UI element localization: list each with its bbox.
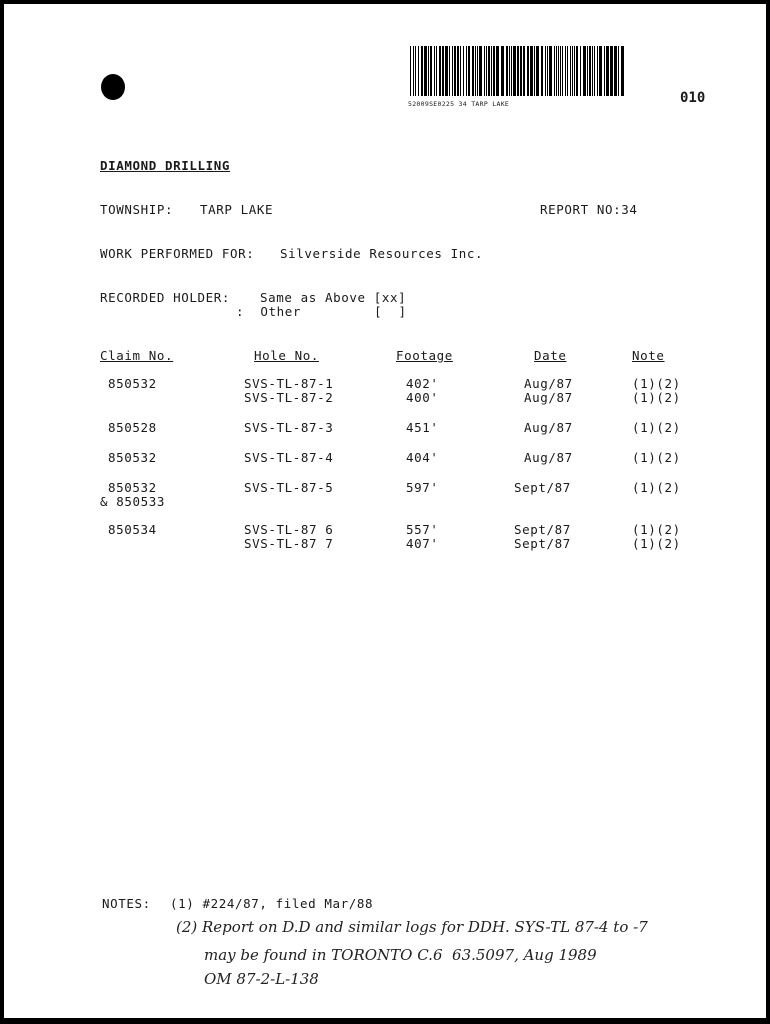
table-cell-date: Sept/87 [514, 522, 571, 537]
recorded-holder-label: RECORDED HOLDER: [100, 290, 231, 305]
table-cell-claim: 850532 [108, 376, 157, 391]
note-2-line-3: OM 87-2-L-138 [204, 970, 319, 988]
table-cell-footage: 451' [406, 420, 439, 435]
col-header-claim: Claim No. [100, 348, 174, 363]
table-cell-hole: SVS-TL-87-1 [244, 376, 334, 391]
scan-edge-mark [0, 80, 2, 106]
scan-edge-mark [0, 706, 2, 716]
scan-edge-mark [0, 800, 2, 818]
table-cell-footage: 407' [406, 536, 439, 551]
table-cell-hole: SVS-TL-87-3 [244, 420, 334, 435]
punch-hole [101, 74, 125, 100]
work-performed-label: WORK PERFORMED FOR: [100, 246, 255, 261]
report-number: REPORT NO:34 [540, 202, 638, 217]
table-cell-note: (1)(2) [632, 522, 681, 537]
table-cell-footage: 597' [406, 480, 439, 495]
table-cell-claim: 850534 [108, 522, 157, 537]
table-cell-note: (1)(2) [632, 536, 681, 551]
table-cell-note: (1)(2) [632, 376, 681, 391]
document-title: DIAMOND DRILLING [100, 158, 231, 173]
table-cell-hole: SVS-TL-87 6 [244, 522, 334, 537]
township-label: TOWNSHIP: [100, 202, 174, 217]
work-performed-value: Silverside Resources Inc. [280, 246, 484, 261]
note-2-line-2: may be found in TORONTO C.6 63.5097, Aug 1989 [204, 946, 597, 964]
table-cell-date: Sept/87 [514, 480, 571, 495]
note-1: (1) #224/87, filed Mar/88 [170, 896, 374, 911]
note-2-line-1: (2) Report on D.D and similar logs for DDH. SYS-TL 87-4 to -7 [176, 918, 648, 936]
table-cell-claim: 850532 [108, 450, 157, 465]
table-cell-hole: SVS-TL-87 7 [244, 536, 334, 551]
table-cell-hole: SVS-TL-87-4 [244, 450, 334, 465]
table-cell-hole: SVS-TL-87-5 [244, 480, 334, 495]
document-page [4, 4, 766, 1018]
page-number: 010 [680, 90, 706, 106]
table-cell-note: (1)(2) [632, 480, 681, 495]
table-cell-note: (1)(2) [632, 420, 681, 435]
recorded-holder-line2: : Other [ ] [236, 304, 407, 319]
table-cell-footage: 402' [406, 376, 439, 391]
table-cell-claim-extra: & 850533 [100, 494, 166, 509]
recorded-holder-line1: Same as Above [xx] [260, 290, 407, 305]
col-header-note: Note [632, 348, 665, 363]
table-cell-footage: 400' [406, 390, 439, 405]
table-cell-footage: 404' [406, 450, 439, 465]
table-cell-note: (1)(2) [632, 390, 681, 405]
col-header-date: Date [534, 348, 567, 363]
township-value: TARP LAKE [200, 202, 274, 217]
barcode-caption: 52009SE0225 34 TARP LAKE [408, 100, 510, 108]
table-cell-hole: SVS-TL-87-2 [244, 390, 334, 405]
col-header-footage: Footage [396, 348, 453, 363]
col-header-hole: Hole No. [254, 348, 320, 363]
table-cell-footage: 557' [406, 522, 439, 537]
table-cell-date: Aug/87 [524, 450, 573, 465]
table-cell-note: (1)(2) [632, 450, 681, 465]
barcode-image [408, 44, 628, 98]
notes-label: NOTES: [102, 896, 151, 911]
table-cell-claim: 850528 [108, 420, 157, 435]
table-cell-date: Aug/87 [524, 420, 573, 435]
table-cell-claim: 850532 [108, 480, 157, 495]
table-cell-date: Sept/87 [514, 536, 571, 551]
table-cell-date: Aug/87 [524, 390, 573, 405]
table-cell-date: Aug/87 [524, 376, 573, 391]
